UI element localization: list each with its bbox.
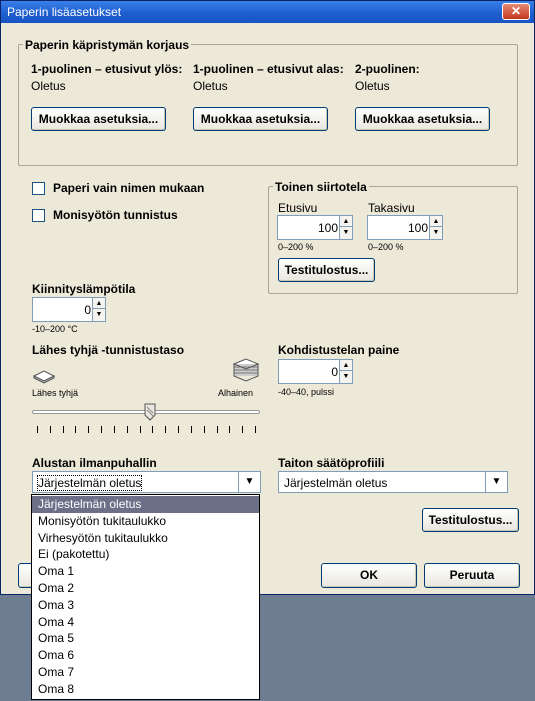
ok-button[interactable] [321,563,417,588]
chevron-down-icon[interactable]: ▼ [238,472,260,492]
low-stack-icon [232,358,260,389]
back-side-value: 100 [407,221,428,235]
multifeed-checkbox[interactable] [32,209,45,222]
slider-tick [255,426,256,433]
dropdown-option[interactable]: Oma 5 [38,631,75,646]
front-side-stepper[interactable] [277,215,353,240]
curl-col2-edit-label: Muokkaa asetuksia... [200,112,321,126]
slider-tick [229,426,230,433]
slider-tick [217,426,218,433]
curl-col3-edit-button[interactable] [355,107,490,131]
registration-label: Kohdistustelan paine [278,343,400,357]
slider-tick [152,426,153,433]
front-side-down-icon[interactable]: ▼ [342,229,350,236]
dropdown-option[interactable]: Oma 1 [38,564,75,579]
dropdown-option[interactable]: Oma 4 [38,614,75,629]
cancel-button[interactable] [424,563,520,588]
fold-test-print-button[interactable] [422,508,519,532]
slider-tick [140,426,141,433]
slider-tick [101,426,102,433]
dropdown-option[interactable]: Oma 2 [38,581,75,595]
slider-tick [165,426,166,433]
air-blower-dropdown-list [31,494,260,700]
curl-col3-value: Oletus [355,79,390,93]
cancel-label: Peruuta [449,568,495,582]
curl-col3-header: 2-puolinen: [355,62,420,76]
front-side-label: Etusivu [278,201,318,215]
back-side-down-icon[interactable]: ▼ [432,229,440,236]
air-blower-selected: Järjestelmän oletus [38,476,142,490]
fold-profile-label: Taiton säätöprofiili [278,456,385,470]
front-side-up-icon[interactable]: ▲ [340,216,352,227]
dropdown-option[interactable]: Oma 3 [38,597,75,612]
back-side-label: Takasivu [368,201,415,215]
slider-tick [75,426,76,433]
dropdown-option[interactable]: Järjestelmän oletus [32,496,259,513]
front-side-value: 100 [317,221,338,235]
slider-tick [191,426,192,433]
fuser-temp-range: -10–200 °C [32,324,78,334]
curl-col1-edit-label: Muokkaa asetuksia... [38,112,159,126]
multifeed-label: Monisyötön tunnistus [53,208,178,222]
near-empty-label: Lähes tyhjä -tunnistustaso [32,343,185,357]
registration-value: 0 [331,365,338,379]
slider-tick [204,426,205,433]
back-side-stepper[interactable] [367,215,443,240]
transfer-test-print-label: Testitulostus... [284,263,369,277]
curl-correction-legend: Paperin käpristymän korjaus [25,38,190,52]
fold-profile-select[interactable] [278,471,508,493]
slider-tick [50,426,51,433]
curl-col1-header: 1-puolinen – etusivut ylös: [31,62,183,76]
slider-tick [242,426,243,433]
paper-by-name-label: Paperi vain nimen mukaan [53,181,205,195]
curl-col1-value: Oletus [31,79,66,93]
slider-tick [114,426,115,433]
transfer-test-print-button[interactable] [278,258,375,282]
slider-tick [88,426,89,433]
registration-down-icon[interactable]: ▼ [342,373,350,380]
close-icon: ✕ [510,4,522,18]
dropdown-option[interactable]: Monisyötön tukitaulukko [38,513,167,528]
window-title: Paperin lisäasetukset [7,5,122,19]
paper-by-name-checkbox[interactable] [32,182,45,195]
fold-test-print-label: Testitulostus... [428,513,513,527]
transfer-roll-legend: Toinen siirtotela [275,180,367,194]
curl-col2-edit-button[interactable] [193,107,328,131]
dropdown-option[interactable]: Ei (pakotettu) [38,547,110,562]
fold-profile-selected: Järjestelmän oletus [284,476,388,490]
dropdown-option[interactable]: Oma 7 [38,665,75,679]
registration-up-icon[interactable]: ▲ [340,360,352,371]
fuser-up-icon[interactable]: ▲ [93,298,105,309]
chevron-down-icon[interactable]: ▼ [485,472,507,492]
near-empty-slider-thumb[interactable] [144,403,156,421]
fuser-temp-label: Kiinnityslämpötila [32,282,136,296]
ok-label: OK [360,568,378,582]
curl-col2-value: Oletus [193,79,228,93]
back-side-up-icon[interactable]: ▲ [430,216,442,227]
air-blower-label: Alustan ilmanpuhallin [32,456,157,470]
slider-tick [37,426,38,433]
dropdown-option[interactable]: Oma 6 [38,648,75,663]
back-side-range: 0–200 % [368,242,404,252]
curl-col1-edit-button[interactable] [31,107,166,131]
near-empty-stack-icon [32,368,56,387]
registration-range: -40–40, pulssi [278,387,335,397]
curl-col3-edit-label: Muokkaa asetuksia... [362,112,483,126]
slider-tick [178,426,179,433]
slider-tick [63,426,64,433]
close-button[interactable] [502,3,530,20]
dropdown-option[interactable]: Virhesyötön tukitaulukko [38,530,168,545]
curl-col2-header: 1-puolinen – etusivut alas: [193,62,344,76]
slider-tick [127,426,128,433]
near-empty-right-label: Alhainen [218,388,254,398]
fuser-temp-stepper[interactable] [32,297,106,322]
fuser-down-icon[interactable]: ▼ [95,311,103,318]
fuser-temp-value: 0 [84,303,91,317]
near-empty-left-label: Lähes tyhjä [32,388,79,398]
title-bar[interactable] [1,1,534,23]
air-blower-select[interactable] [32,471,261,493]
front-side-range: 0–200 % [278,242,314,252]
registration-stepper[interactable] [278,359,353,384]
dropdown-option[interactable]: Oma 8 [38,681,75,696]
